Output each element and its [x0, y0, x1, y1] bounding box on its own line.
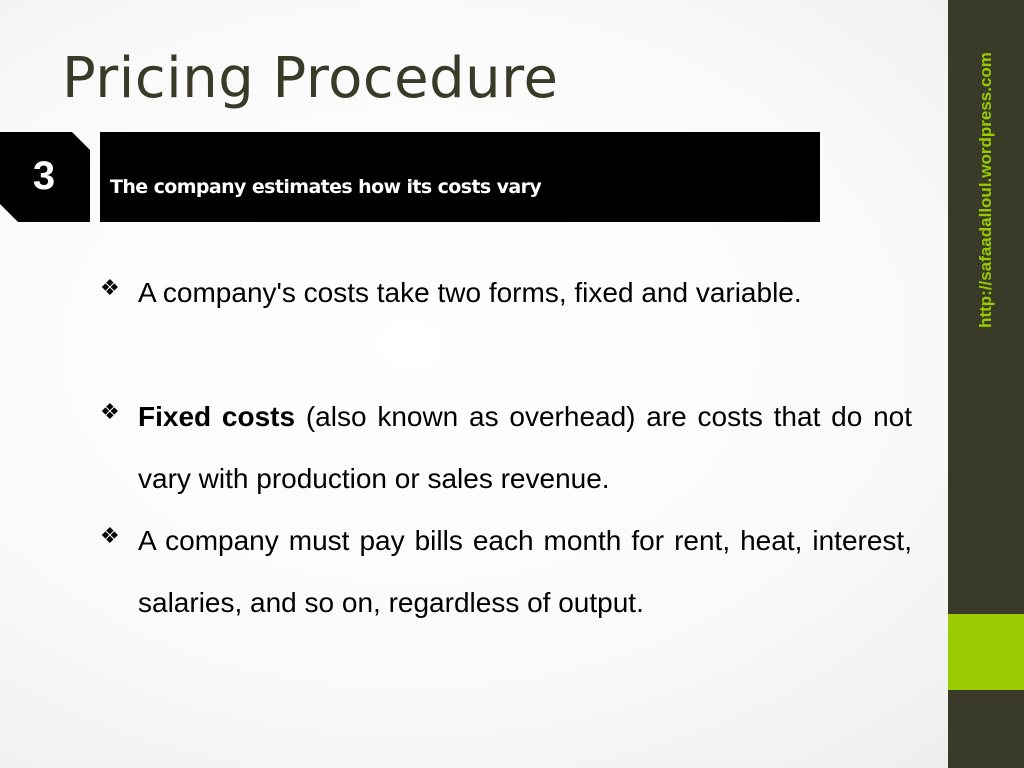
bullet-list — [100, 262, 912, 634]
step-heading: The company estimates how its costs vary — [110, 176, 542, 198]
slide-title: Pricing Procedure — [62, 46, 559, 111]
side-accent-block — [948, 614, 1024, 690]
diamond-bullet-icon: ❖ — [100, 523, 120, 548]
bullet-body-text: A company must pay bills each month for rent, heat, interest, salaries, and so on, regardless of output. — [138, 525, 912, 618]
bullet-text — [138, 262, 912, 324]
step-number: 3 — [32, 154, 56, 198]
step-heading-bar — [100, 132, 820, 222]
diamond-bullet-icon: ❖ — [100, 399, 120, 424]
side-url-link[interactable]: http://safaadalloul.wordpress.com — [976, 52, 995, 328]
bullet-item — [100, 262, 912, 324]
bullet-bold-text: Fixed costs — [138, 401, 296, 432]
bullet-item — [100, 510, 912, 634]
bullet-text — [138, 386, 912, 510]
bullet-body-text: A company's costs take two forms, fixed and variable. — [138, 277, 802, 308]
bullet-text — [138, 510, 912, 634]
bullet-item — [100, 386, 912, 510]
diamond-bullet-icon: ❖ — [100, 275, 120, 300]
bullet-body-text: (also known as overhead) are costs that do not vary with production or sales revenue. — [138, 401, 912, 494]
